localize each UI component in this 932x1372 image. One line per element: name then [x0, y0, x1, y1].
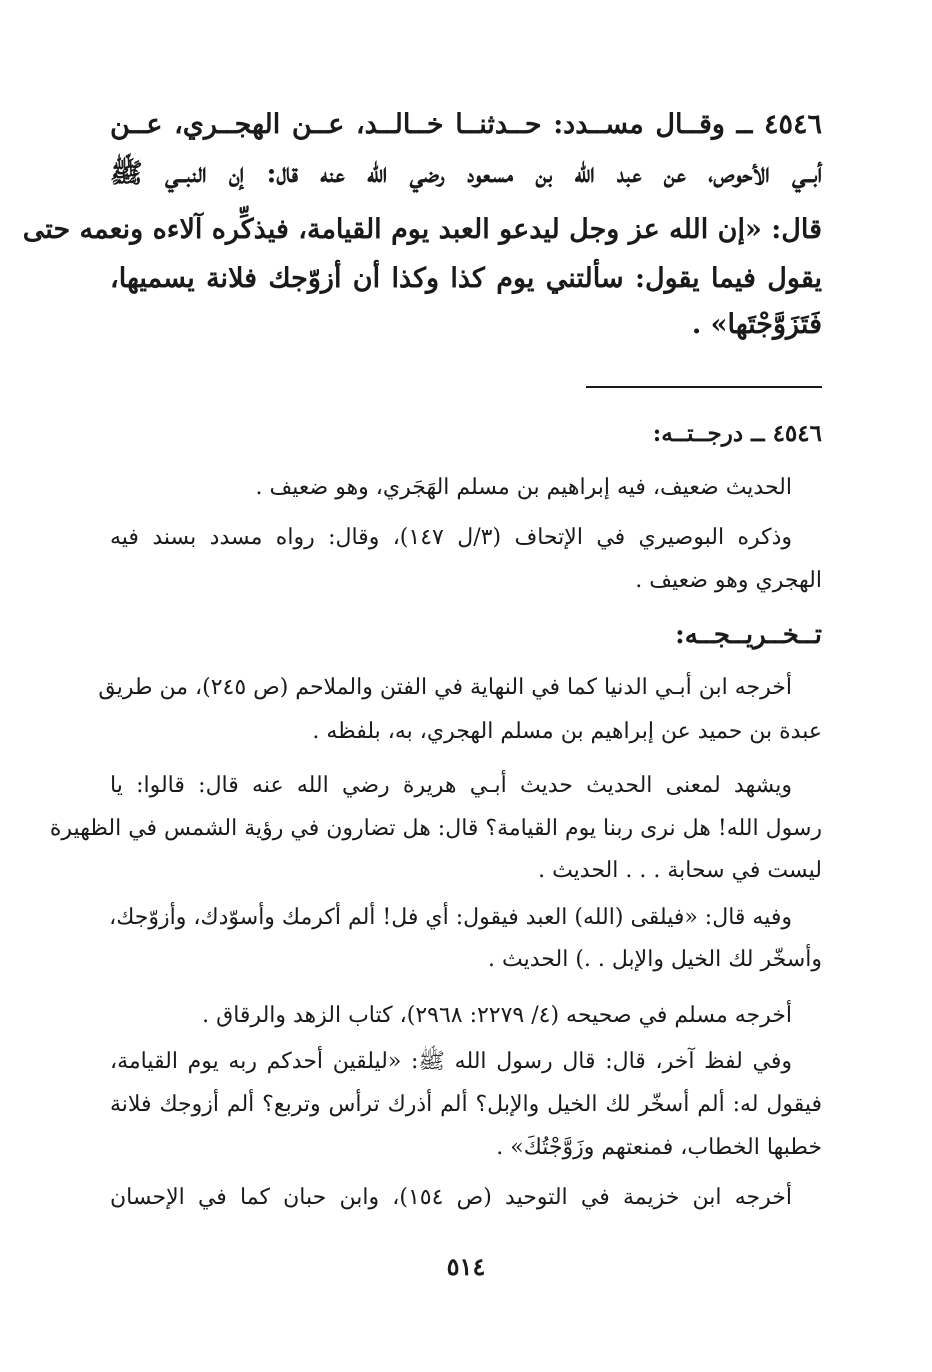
takhrij-paragraph-2-line-1: ويشهد لمعنى الحديث حديث أبـي هريرة رضي الله عنه قال: قالوا: يا	[110, 773, 792, 798]
grade-paragraph-1-line-1: الحديث ضعيف، فيه إبراهيم بن مسلم الهَجَري، وهو ضعيف .	[255, 475, 792, 500]
takhrij-paragraph-5-line-2: فيقول له: ألم أسخّر لك الخيل والإبل؟ ألم أذرك ترأس وتربع؟ ألم أزوجك فلانة	[110, 1092, 822, 1117]
takhrij-paragraph-1-line-1: أخرجه ابن أبـي الدنيا كما في النهاية في الفتن والملاحم (ص ٢٤٥)، من طريق	[98, 675, 792, 700]
hadith-line-2: أبــي الأحوص، عن عبد الله بن مسعود رضي الله عنه قال: إن النبــي ﷺ	[110, 158, 822, 189]
hadith-line-4: يقول فيما يقول: سألتني يوم كذا وكذا أن أزوّجك فلانة يسميها،	[110, 263, 822, 294]
takhrij-paragraph-3-line-1: وفيه قال: «فيلقى (الله) العبد فيقول: أي فل! ألم أكرمك وأسوّدك، وأزوّجك،	[109, 905, 792, 930]
grade-heading: ٤٥٤٦ ــ درجــتــه:	[652, 420, 822, 447]
footnote-separator	[586, 386, 822, 388]
takhrij-paragraph-2-line-3: ليست في سحابة . . . الحديث .	[538, 858, 822, 883]
takhrij-paragraph-6-line-1: أخرجه ابن خزيمة في التوحيد (ص ١٥٤)، وابن حبان كما في الإحسان	[110, 1185, 792, 1210]
grade-paragraph-2-line-1: وذكره البوصيري في الإتحاف (٣/ل ١٤٧)، وقال: رواه مسدد بسند فيه	[110, 525, 793, 550]
takhrij-paragraph-5-line-3: خطبها الخطاب، فمنعتهم وزَوَّجْتُكَ» .	[496, 1135, 822, 1160]
takhrij-heading: تــخــريــجــه:	[675, 620, 822, 650]
takhrij-paragraph-5-line-1: وفي لفظ آخر، قال: قال رسول الله ﷺ: «ليلقين أحدكم ربه يوم القيامة،	[110, 1049, 792, 1074]
takhrij-paragraph-3-line-2: وأسخّر لك الخيل والإبل . .) الحديث .	[488, 947, 822, 972]
hadith-line-1: ٤٥٤٦ ــ وقــال مســدد: حــدثنــا خــالــد، عــن الهجــري، عــن	[110, 109, 822, 140]
hadith-line-3: قال: «إن الله عز وجل ليدعو العبد يوم القيامة، فيذكِّره آلاءه ونعمه حتى	[22, 214, 822, 245]
takhrij-paragraph-2-line-2: رسول الله! هل نرى ربنا يوم القيامة؟ قال: هل تضارون في رؤية الشمس في الظهيرة	[49, 816, 822, 841]
grade-paragraph-2-line-2: الهجري وهو ضعيف .	[635, 568, 822, 593]
takhrij-paragraph-1-line-2: عبدة بن حميد عن إبراهيم بن مسلم الهجري، به، بلفظه .	[312, 719, 822, 744]
takhrij-paragraph-4-line-1: أخرجه مسلم في صحيحه (٤/ ٢٢٧٩: ٢٩٦٨)، كتاب الزهد والرقاق .	[202, 1003, 792, 1028]
page-number: ٥١٤	[446, 1252, 486, 1281]
hadith-line-5: فَتَزَوَّجْتَها» .	[691, 309, 822, 340]
